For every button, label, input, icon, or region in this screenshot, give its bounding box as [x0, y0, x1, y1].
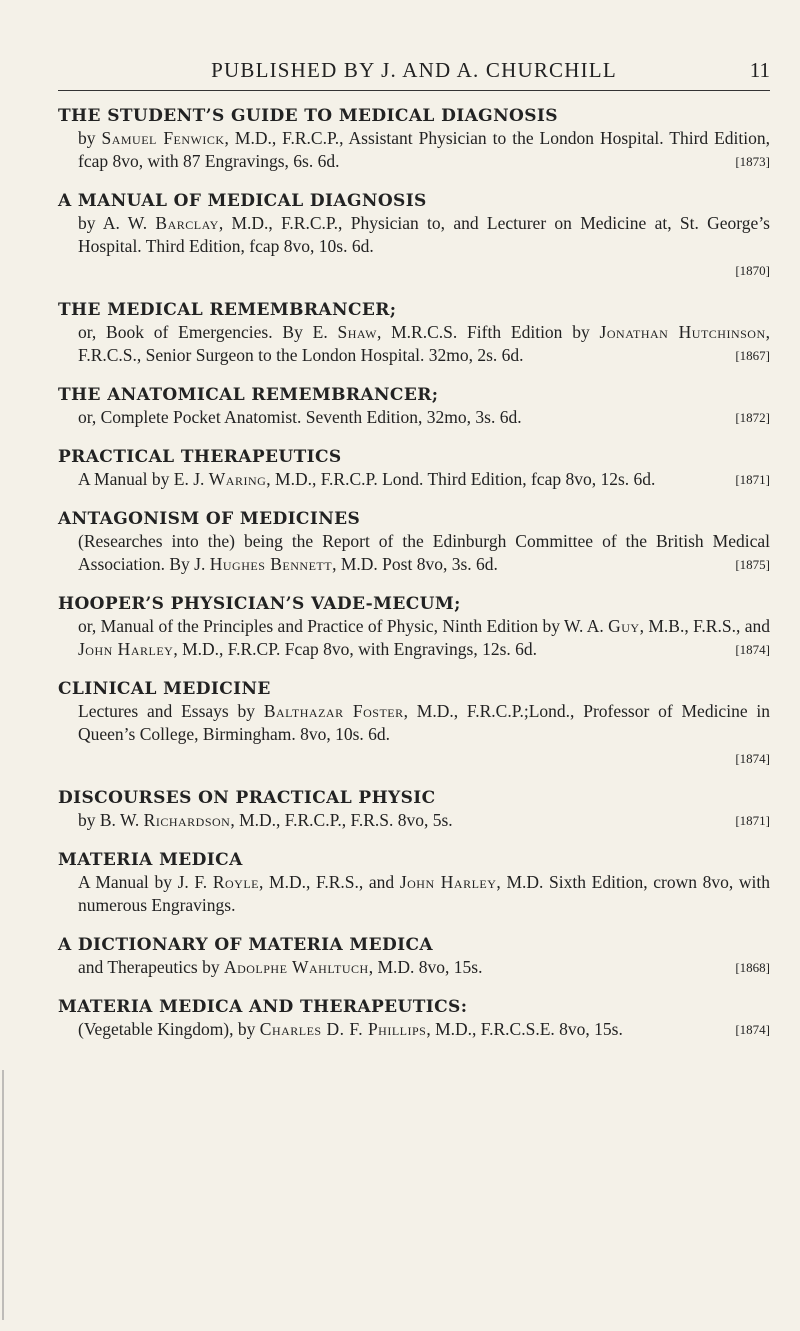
entry-title: HOOPER’S PHYSICIAN’S VADE-MECUM;	[58, 594, 461, 614]
entry-author: Barclay	[155, 213, 219, 233]
entry-author: Richardson	[143, 810, 231, 830]
catalogue-entry	[58, 299, 770, 367]
entry-author: Samuel Fenwick	[101, 128, 225, 148]
entry-body: Lectures and Essays by Balthazar Foster, M.D., F.R.C.P.;Lond., Professor of Medicine in Queen’s College, Birmingham. 8vo, 10s. 6d. [1874]	[78, 701, 770, 766]
entry-title: THE MEDICAL REMEMBRANCER;	[58, 300, 397, 320]
entry-author: Royle	[212, 872, 259, 892]
catalogue-entry	[58, 105, 770, 173]
entry-author: Shaw	[337, 322, 377, 342]
entry-title: DISCOURSES ON PRACTICAL PHYSIC	[58, 788, 436, 808]
page-header	[58, 58, 770, 91]
entry-author: John Harley	[78, 639, 174, 659]
catalogue-entry	[58, 384, 770, 429]
entry-body: or, Manual of the Principles and Practice of Physic, Ninth Edition by W. A. Guy, M.B., F.R.S., and John Harley, M.D., F.R.CP. Fcap 8vo, with Engravings, 12s. 6d. [1874]	[78, 616, 770, 659]
entry-author: Hughes Bennett	[209, 554, 333, 574]
entry-year: [1871]	[735, 472, 770, 487]
entry-year: [1868]	[735, 960, 770, 975]
catalogue-entry	[58, 849, 770, 917]
entry-author: Charles D. F. Phillips	[259, 1019, 427, 1039]
header-title: PUBLISHED BY J. AND A. CHURCHILL	[211, 58, 617, 82]
entry-year: [1867]	[735, 348, 770, 363]
entry-year: [1870]	[735, 263, 770, 278]
catalogue-entry	[58, 678, 770, 770]
catalogue-entry	[58, 996, 770, 1041]
entry-year: [1874]	[735, 642, 770, 657]
entry-author: John Harley	[399, 872, 497, 892]
entry-body: or, Book of Emergencies. By E. Shaw, M.R.C.S. Fifth Edition by Jonathan Hutchinson, F.R.C.S., Senior Surgeon to the London Hospital. 32mo, 2s. 6d. [1867]	[78, 322, 771, 365]
entry-year: [1875]	[735, 557, 770, 572]
entry-body: by A. W. Barclay, M.D., F.R.C.P., Physician to, and Lecturer on Medicine at, St. George’s Hospital. Third Edition, fcap 8vo, 10s. 6d. [1870]	[78, 213, 770, 278]
entry-body: by B. W. Richardson, M.D., F.R.C.P., F.R.S. 8vo, 5s. [1871]	[78, 810, 770, 830]
entry-title: THE ANATOMICAL REMEMBRANCER;	[58, 385, 439, 405]
entry-year: [1871]	[735, 813, 770, 828]
entry-title: ANTAGONISM OF MEDICINES	[58, 509, 361, 529]
entry-author: Guy	[608, 616, 640, 636]
entry-title: CLINICAL MEDICINE	[58, 679, 271, 699]
entry-body: or, Complete Pocket Anatomist. Seventh Edition, 32mo, 3s. 6d. [1872]	[78, 407, 770, 427]
entry-body: (Researches into the) being the Report of the Edinburgh Committee of the British Medical Association. By J. Hughes Bennett, M.D. Post 8vo, 3s. 6d. [1875]	[78, 531, 770, 574]
entry-title: MATERIA MEDICA	[58, 850, 243, 870]
entry-body: A Manual by E. J. Waring, M.D., F.R.C.P. Lond. Third Edition, fcap 8vo, 12s. 6d. [1871]	[78, 469, 770, 489]
entry-title: A DICTIONARY OF MATERIA MEDICA	[58, 935, 433, 955]
catalogue-entry	[58, 190, 770, 282]
entry-body: by Samuel Fenwick, M.D., F.R.C.P., Assistant Physician to the London Hospital. Third Edition, fcap 8vo, with 87 Engravings, 6s. 6d. [1873]	[78, 128, 771, 171]
entry-title: MATERIA MEDICA AND THERAPEUTICS:	[58, 997, 468, 1017]
catalogue-entry	[58, 508, 770, 576]
page-edge-shadow	[2, 1070, 4, 1320]
entry-year: [1874]	[735, 1022, 770, 1037]
entry-title: THE STUDENT’S GUIDE TO MEDICAL DIAGNOSIS	[58, 106, 558, 126]
catalogue-entry	[58, 446, 770, 491]
entry-body: A Manual by J. F. Royle, M.D., F.R.S., and John Harley, M.D. Sixth Edition, crown 8vo, with numerous Engravings.	[78, 872, 771, 915]
entry-author: Waring	[208, 469, 267, 489]
page-number: 11	[749, 58, 770, 82]
entry-title: A MANUAL OF MEDICAL DIAGNOSIS	[58, 191, 427, 211]
catalogue-entry	[58, 934, 770, 979]
entry-author: Balthazar Foster	[263, 701, 404, 721]
entry-body: (Vegetable Kingdom), by Charles D. F. Phillips, M.D., F.R.C.S.E. 8vo, 15s. [1874]	[78, 1019, 770, 1039]
catalogue-entry	[58, 593, 770, 661]
entry-year: [1874]	[735, 751, 770, 766]
entry-title: PRACTICAL THERAPEUTICS	[58, 447, 342, 467]
catalogue-entries	[58, 105, 770, 1058]
entry-body: and Therapeutics by Adolphe Wahltuch, M.D. 8vo, 15s. [1868]	[78, 957, 770, 977]
entry-author: Adolphe Wahltuch	[223, 957, 369, 977]
catalogue-entry	[58, 787, 770, 832]
entry-year: [1872]	[735, 410, 770, 425]
entry-author: Jonathan Hutchinson	[599, 322, 766, 342]
entry-year: [1873]	[735, 154, 770, 169]
